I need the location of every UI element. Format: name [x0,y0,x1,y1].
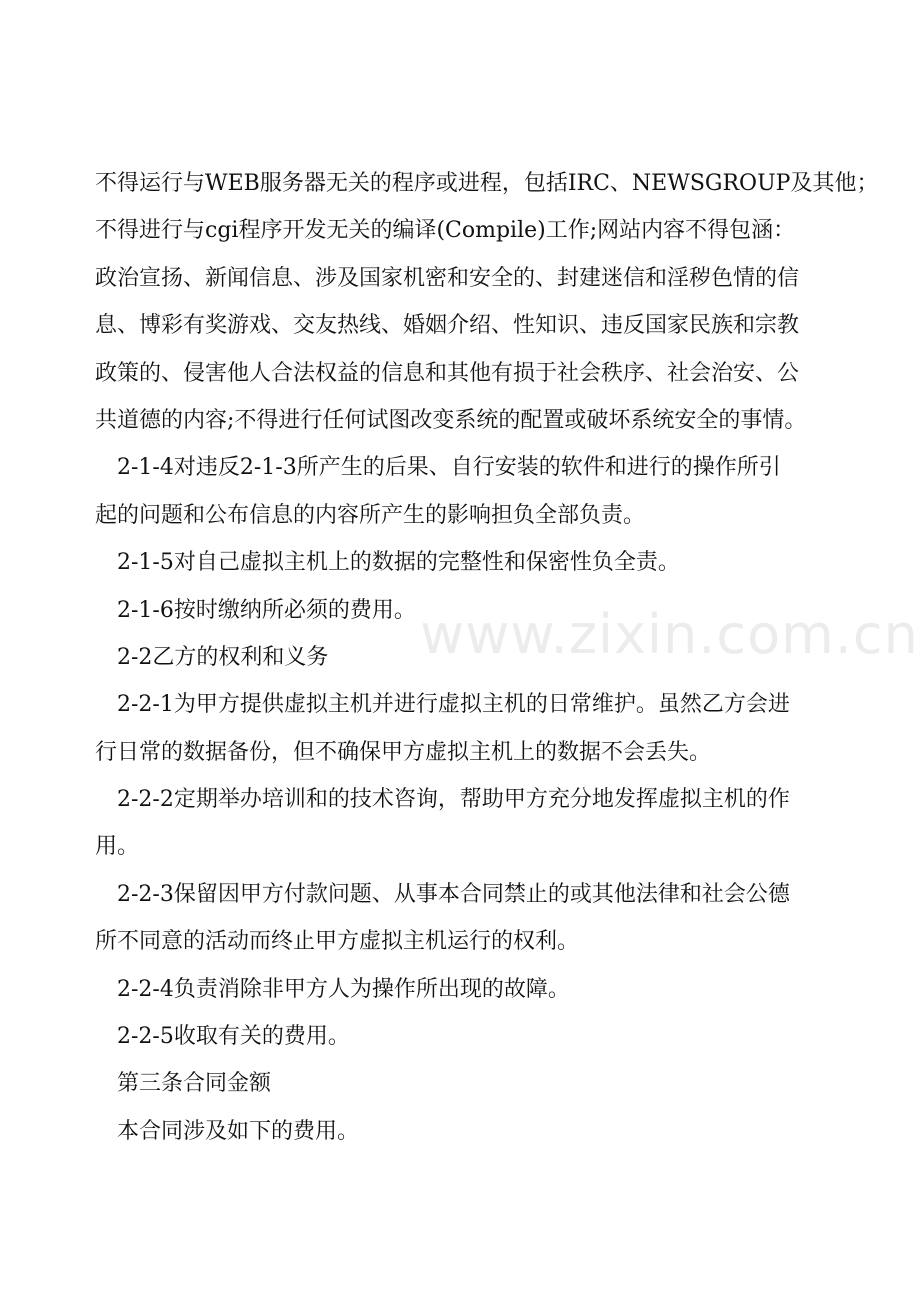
text-line: 起的问题和公布信息的内容所产生的影响担负全部负责。 [95,502,646,528]
clause-2-1-4 [95,444,845,539]
text-line: 2-2-5收取有关的费用。 [117,1024,350,1050]
clause-2-2-4 [95,966,845,1013]
text-line: 所不同意的活动而终止甲方虚拟主机运行的权利。 [95,929,580,955]
text-line: 息、博彩有奖游戏、交友热线、婚姻介绍、性知识、违反国家民族和宗教 [95,313,800,339]
clause-2-2-3 [95,871,845,966]
section-heading: 第三条合同金额 [117,1071,272,1097]
clause-2-1-6 [95,587,845,634]
text-line: 2-2-1为甲方提供虚拟主机并进行虚拟主机的日常维护。虽然乙方会进 [117,692,790,718]
paragraph-hosting-restrictions [95,160,879,444]
text-line: 2-2-3保留因甲方付款问题、从事本合同禁止的或其他法律和社会公德 [117,881,790,907]
text-line: 2-2-2定期举办培训和的技术咨询，帮助甲方充分地发挥虚拟主机的作 [117,787,790,813]
text-line: 政治宣扬、新闻信息、涉及国家机密和安全的、封建迷信和淫秽色情的信 [95,265,800,291]
clause-2-2-2 [95,776,845,871]
text-line: 用。 [95,834,140,860]
section-heading-party-b [95,634,845,681]
article-3-heading [95,1060,845,1107]
clause-2-2-5 [95,1013,845,1060]
watermark: www.zixin.com.cn [420,603,919,666]
section-heading: 2-2乙方的权利和义务 [117,644,329,670]
text-line: 2-1-4对违反2-1-3所产生的后果、自行安装的软件和进行的操作所引 [117,455,781,481]
text-line: 共道德的内容;不得进行任何试图改变系统的配置或破坏系统安全的事情。 [95,407,807,433]
article-3-intro [95,1108,845,1155]
text-line: 2-2-4负责消除非甲方人为操作所出现的故障。 [117,976,570,1002]
text-line: 不得运行与WEB服务器无关的程序或进程，包括IRC、NEWSGROUP及其他； [95,171,879,196]
text-line: 行日常的数据备份，但不确保甲方虚拟主机上的数据不会丢失。 [95,739,712,765]
clause-2-2-1 [95,681,845,776]
text-line: 不得进行与cgi程序开发无关的编译(Compile)工作;网站内容不得包涵： [95,218,796,244]
document-body [95,160,879,1155]
text-line: 政策的、侵害他人合法权益的信息和其他有损于社会秩序、社会治安、公 [95,360,800,386]
text-line: 本合同涉及如下的费用。 [117,1118,360,1144]
text-line: 2-1-5对自己虚拟主机上的数据的完整性和保密性负全责。 [117,550,680,576]
text-line: 2-1-6按时缴纳所必须的费用。 [117,597,416,623]
clause-2-1-5 [95,539,845,586]
